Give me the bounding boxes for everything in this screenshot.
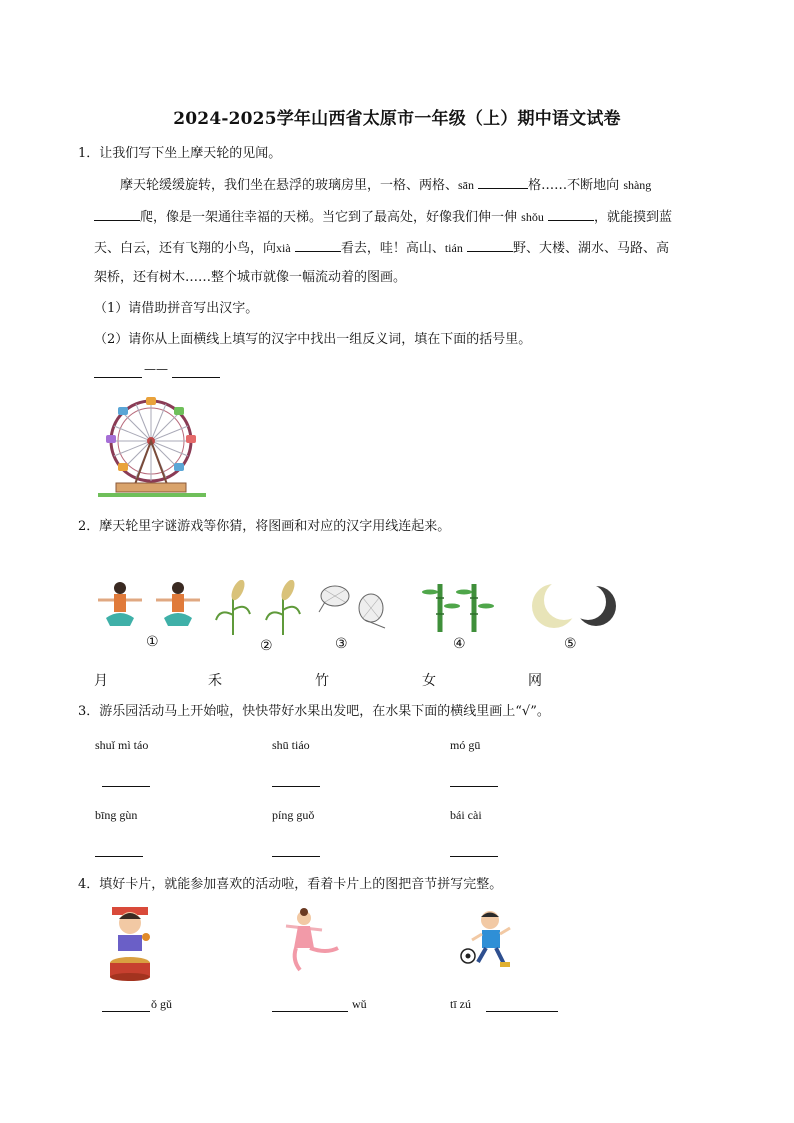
page-title: 2024-2025学年山西省太原市一年级（上）期中语文试卷 — [173, 109, 621, 129]
q4-heading: 4．填好卡片，就能参加喜欢的活动啦，看着卡片上的图把音节拼写完整。 — [78, 877, 503, 892]
q1-passage-line-2 — [94, 208, 672, 226]
q1-blank-shou[interactable] — [548, 208, 594, 221]
q1-blank-san[interactable] — [478, 176, 528, 189]
spelling-drum: ǒ gǔ — [151, 997, 172, 1011]
fruit-shutiao: shū tiáo — [272, 738, 310, 752]
kneeling-women-image[interactable] — [96, 578, 206, 633]
picture-number-4: ④ — [453, 636, 466, 652]
q3-heading: 3．游乐园活动马上开始啦，快快带好水果出发吧，在水果下面的横线里画上“√”。 — [78, 704, 550, 719]
q1-passage-line-1 — [120, 176, 651, 194]
q1-pinyin-shang: shàng — [623, 178, 652, 192]
spelling-blank-drum[interactable] — [102, 1011, 150, 1012]
spelling-dance: wǔ — [352, 997, 367, 1011]
q1-sub-question-2: （2）请你从上面横线上填写的汉字中找出一组反义词，填在下面的括号里。 — [94, 332, 532, 347]
check-blank-shuimitao[interactable] — [102, 786, 150, 787]
q2-heading: 2．摩天轮里字谜游戏等你猜，将图画和对应的汉字用线连起来。 — [78, 519, 451, 534]
char-wang[interactable]: 网 — [528, 673, 542, 689]
q1-heading: 1．让我们写下坐上摩天轮的见闻。 — [78, 146, 282, 161]
fruit-binggun: bīng gùn — [95, 808, 138, 822]
check-blank-pingguo[interactable] — [272, 856, 320, 857]
spelling-blank-dance[interactable] — [272, 1011, 348, 1012]
dancer-girl-image — [282, 908, 342, 974]
q1-line2-text-b: ，就能摸到蓝 — [593, 210, 672, 225]
ferris-wheel-image — [94, 395, 209, 500]
q1-pinyin-xia: xià — [276, 241, 291, 255]
q1-passage-line-3 — [94, 239, 669, 257]
drummer-boy-image — [104, 903, 156, 981]
q1-passage-line-4: 架桥，还有树木……整个城市就像一幅流动着的图画。 — [94, 270, 407, 285]
q1-line1-text-a: 摩天轮缓缓旋转，我们坐在悬浮的玻璃房里，一格、两格、 — [120, 178, 459, 193]
bamboo-image[interactable] — [422, 580, 494, 635]
q1-blank-tian[interactable] — [467, 239, 513, 252]
q1-line3-text-b: 看去，哇！高山、 — [340, 241, 445, 256]
butterfly-nets-image[interactable] — [315, 582, 393, 632]
spelling-soccer: tī zú — [450, 997, 471, 1011]
check-blank-mogu[interactable] — [450, 786, 498, 787]
fruit-pingguo: píng guǒ — [272, 808, 315, 822]
soccer-boy-image — [458, 910, 518, 972]
check-blank-binggun[interactable] — [95, 856, 143, 857]
picture-number-1: ① — [146, 634, 159, 650]
antonym-dash: —— — [144, 362, 168, 376]
q1-pinyin-tian: tián — [444, 241, 463, 255]
rice-plants-image[interactable] — [208, 580, 308, 635]
picture-number-3: ③ — [335, 636, 348, 652]
crescent-moons-image[interactable] — [528, 580, 618, 632]
q1-line2-text-a: 爬，像是一架通往幸福的天梯。当它到了最高处，好像我们伸一伸 — [140, 210, 518, 225]
check-blank-shutiao[interactable] — [272, 786, 320, 787]
fruit-shuimitao: shuǐ mì táo — [95, 738, 149, 752]
fruit-baicai: bái cài — [450, 808, 482, 822]
picture-number-2: ② — [260, 638, 273, 654]
char-nv[interactable]: 女 — [422, 673, 436, 689]
q1-sub-question-1: （1）请借助拼音写出汉字。 — [94, 301, 259, 316]
char-yue[interactable]: 月 — [94, 673, 108, 689]
char-he[interactable]: 禾 — [208, 673, 222, 689]
q1-pinyin-san: sān — [458, 178, 475, 192]
fruit-mogu: mó gū — [450, 738, 481, 752]
q1-pinyin-shou: shǒu — [521, 210, 544, 224]
q1-line3-text-a: 天、白云，还有飞翔的小鸟，向 — [94, 241, 277, 256]
spelling-blank-soccer[interactable] — [486, 1011, 558, 1012]
picture-number-5: ⑤ — [564, 636, 577, 652]
antonym-blank-right[interactable] — [172, 377, 220, 378]
q1-blank-xia[interactable] — [295, 239, 341, 252]
q1-blank-shang[interactable] — [94, 208, 140, 221]
char-zhu[interactable]: 竹 — [315, 673, 329, 689]
q1-line3-text-c: 野、大楼、湖水、马路、高 — [512, 241, 669, 256]
q1-line1-text-b: 格……不断地向 — [528, 178, 620, 193]
antonym-blank-left[interactable] — [94, 377, 142, 378]
check-blank-baicai[interactable] — [450, 856, 498, 857]
